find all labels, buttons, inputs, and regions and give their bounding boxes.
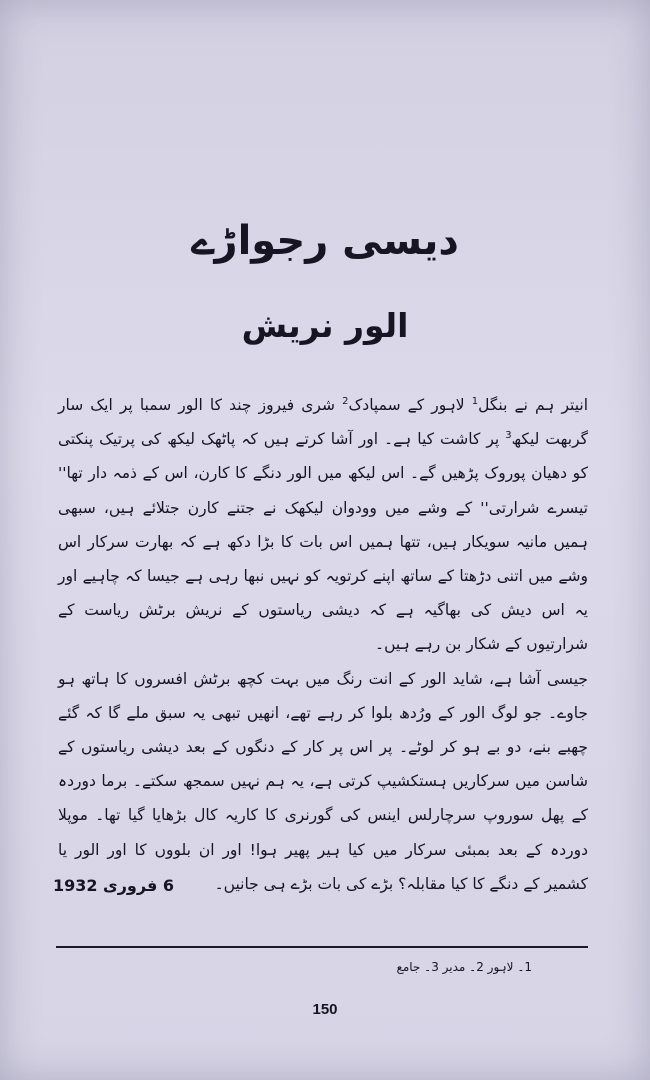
page-number: 150 [312, 1001, 338, 1018]
paragraph-1-text-d: پر کاشت کیا ہے۔ اور آشا کرتے ہیں کہ پاٹھک لیکھ کی پرتیک پنکتی کو دھیان پوروک پڑھیں گے۔ اس لیکھ میں الور دنگے کا کارن، اس کے ذمہ دار تھا'' تیسرے شرارتی'' کے وشے میں وودوان لیکھک نے جتنے کارن جتلائے ہیں، سبھی ہمیں مانیہ سویکار ہیں، تتھا ہمیں اس بات کا بڑا دکھ ہے کہ بھارت سرکار اس وشے میں اتنی دڑھتا کے ساتھ اپنے کرتویہ کو نہیں نبھا رہی ہے جیسا کہ چاہیے اور یہ اس دیش کی بھاگیہ ہے کہ دیشی ریاستوں کے نریش برٹش ریاست کے شرارتیوں کے شکار بن رہے ہیں۔ [58, 430, 588, 654]
paragraph-2: جیسی آشا ہے، شاید الور کے انت رنگ میں بہت کچھ برٹش افسروں کا ہاتھ ہو جاوے۔ جو لوگ الور کے ورُدھ بلوا کر رہے تھے، انھیں تبھی یہ سبق ملے گا کہ گئے چھبے بنے، دو بے ہو کر لوٹے۔ پر اس پر کار کے دنگوں کے بعد دیشی ریاستوں کے شاسن میں سرکاریں ہستکشیپ کرتی ہے، یہ ہم نہیں سمجھ سکتے۔ برما دوردہ کے پھل سوروپ سرچارلس اینس کی گورنری کا کاریہ کال بڑھایا گیا تھا۔ موپلا دوردہ کے بعد بمبئی سرکار میں کیا ہیر پھیر ہوا! اور ان بلووں کا اور الور یا کشمیر کے دنگے کا کیا مقابلہ؟ بڑے کی بات بڑے ہی جانیں۔ [58, 669, 588, 893]
footnote-ref-1: 1 [471, 395, 479, 407]
author-name: الور نریش [241, 306, 409, 345]
paragraph-1-text-a: انیتر ہم نے بنگل [478, 396, 589, 414]
publication-date: 6 فروری 1932 [52, 876, 174, 895]
page-title: دیسی رجواڑے [191, 218, 459, 264]
paragraph-1-text-b: لاہور کے سمپادک [348, 396, 472, 414]
footnote-divider [56, 946, 588, 948]
footnote-ref-3: 3 [505, 430, 512, 442]
paragraph-1 [58, 388, 588, 662]
footnotes: 1۔ لاہور 2۔ مدیر 3۔ جامع [396, 960, 532, 974]
article-body [58, 388, 588, 901]
footnote-ref-2: 2 [342, 395, 349, 407]
paragraph-1-text-c: شری فیروز چند کا الور سمبا پر ایک سار گربھت لیکھ [58, 396, 588, 449]
